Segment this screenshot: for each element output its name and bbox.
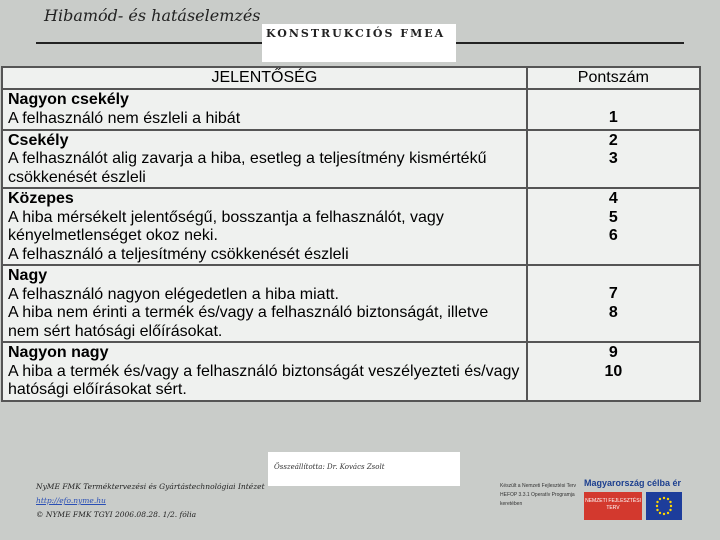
severity-line: A hiba mérsékelt jelentőségű, bosszantja a felhasználót, vagy kényelmetlenséget okoz neki. (8, 208, 444, 244)
score-value: 8 (608, 303, 618, 321)
website-link[interactable]: http://efo.nyme.hu (36, 496, 106, 505)
severity-line: A hiba nem érinti a termék és/vagy a felhasználó biztonságát, illetve nem sért hatósági előírásokat. (8, 304, 489, 340)
table-row (2, 188, 700, 265)
severity-level: Nagyon nagy (8, 344, 109, 361)
severity-description (2, 188, 527, 265)
severity-description (2, 89, 527, 130)
table-row (2, 89, 700, 130)
author-credit: Összeállította: Dr. Kovács Zsolt (274, 463, 385, 471)
score-value: 2 (608, 131, 618, 149)
severity-line: A hiba a termék és/vagy a felhasználó biztonságát veszélyezteti és/vagy hatósági előírásokat sért. (8, 362, 520, 398)
footer-info (36, 480, 265, 522)
severity-scores (527, 188, 700, 265)
severity-level: Nagy (8, 267, 48, 284)
severity-line: A felhasználó a teljesítmény csökkenését észleli (8, 245, 349, 263)
severity-scores (527, 265, 700, 342)
nft-logo: NEMZETI FEJLESZTÉSI TERV (584, 492, 642, 520)
severity-scores (527, 130, 700, 189)
severity-line: A felhasználó nem észleli a hibát (8, 109, 241, 127)
severity-scores (527, 89, 700, 130)
score-value: 7 (608, 285, 618, 302)
funding-note: Készült a Nemzeti Fejlesztési Terv HEFOP 3.3.1 Operatív Programja keretében (500, 483, 577, 507)
score-value: 4 (608, 190, 618, 207)
score-value: 1 (608, 109, 618, 126)
slide-subtitle: KONSTRUKCIÓS FMEA (266, 27, 446, 40)
severity-table (1, 66, 701, 402)
table-row (2, 130, 700, 189)
severity-line: A felhasználó nagyon elégedetlen a hiba miatt. (8, 285, 339, 303)
score-value: 10 (604, 362, 623, 380)
hungary-banner: Magyarország célba ér (584, 478, 682, 488)
header-severity: JELENTŐSÉG (2, 67, 527, 89)
severity-level: Nagyon csekély (8, 91, 129, 108)
eu-flag-icon (646, 492, 682, 520)
table-row (2, 265, 700, 342)
score-value: 9 (608, 344, 618, 361)
table-header-row (2, 67, 700, 89)
severity-level: Csekély (8, 131, 69, 149)
score-value: 6 (608, 227, 618, 244)
severity-scores (527, 342, 700, 401)
severity-description (2, 342, 527, 401)
severity-description (2, 130, 527, 189)
institute-name: NyME FMK Terméktervezési és Gyártástechnológiai Intézet (36, 482, 265, 491)
presentation-title: Hibamód- és hatáselemzés (44, 6, 261, 25)
score-value: 5 (608, 208, 618, 226)
severity-line: A felhasználót alig zavarja a hiba, esetleg a teljesítmény kismértékű csökkenését észleli (8, 150, 487, 186)
table-row (2, 342, 700, 401)
copyright-text: © NYME FMK TGYI 2006.08.28. 1/2. fólia (36, 510, 197, 519)
severity-level: Közepes (8, 190, 74, 207)
score-value: 3 (608, 150, 618, 167)
header-score: Pontszám (527, 67, 700, 89)
severity-description (2, 265, 527, 342)
